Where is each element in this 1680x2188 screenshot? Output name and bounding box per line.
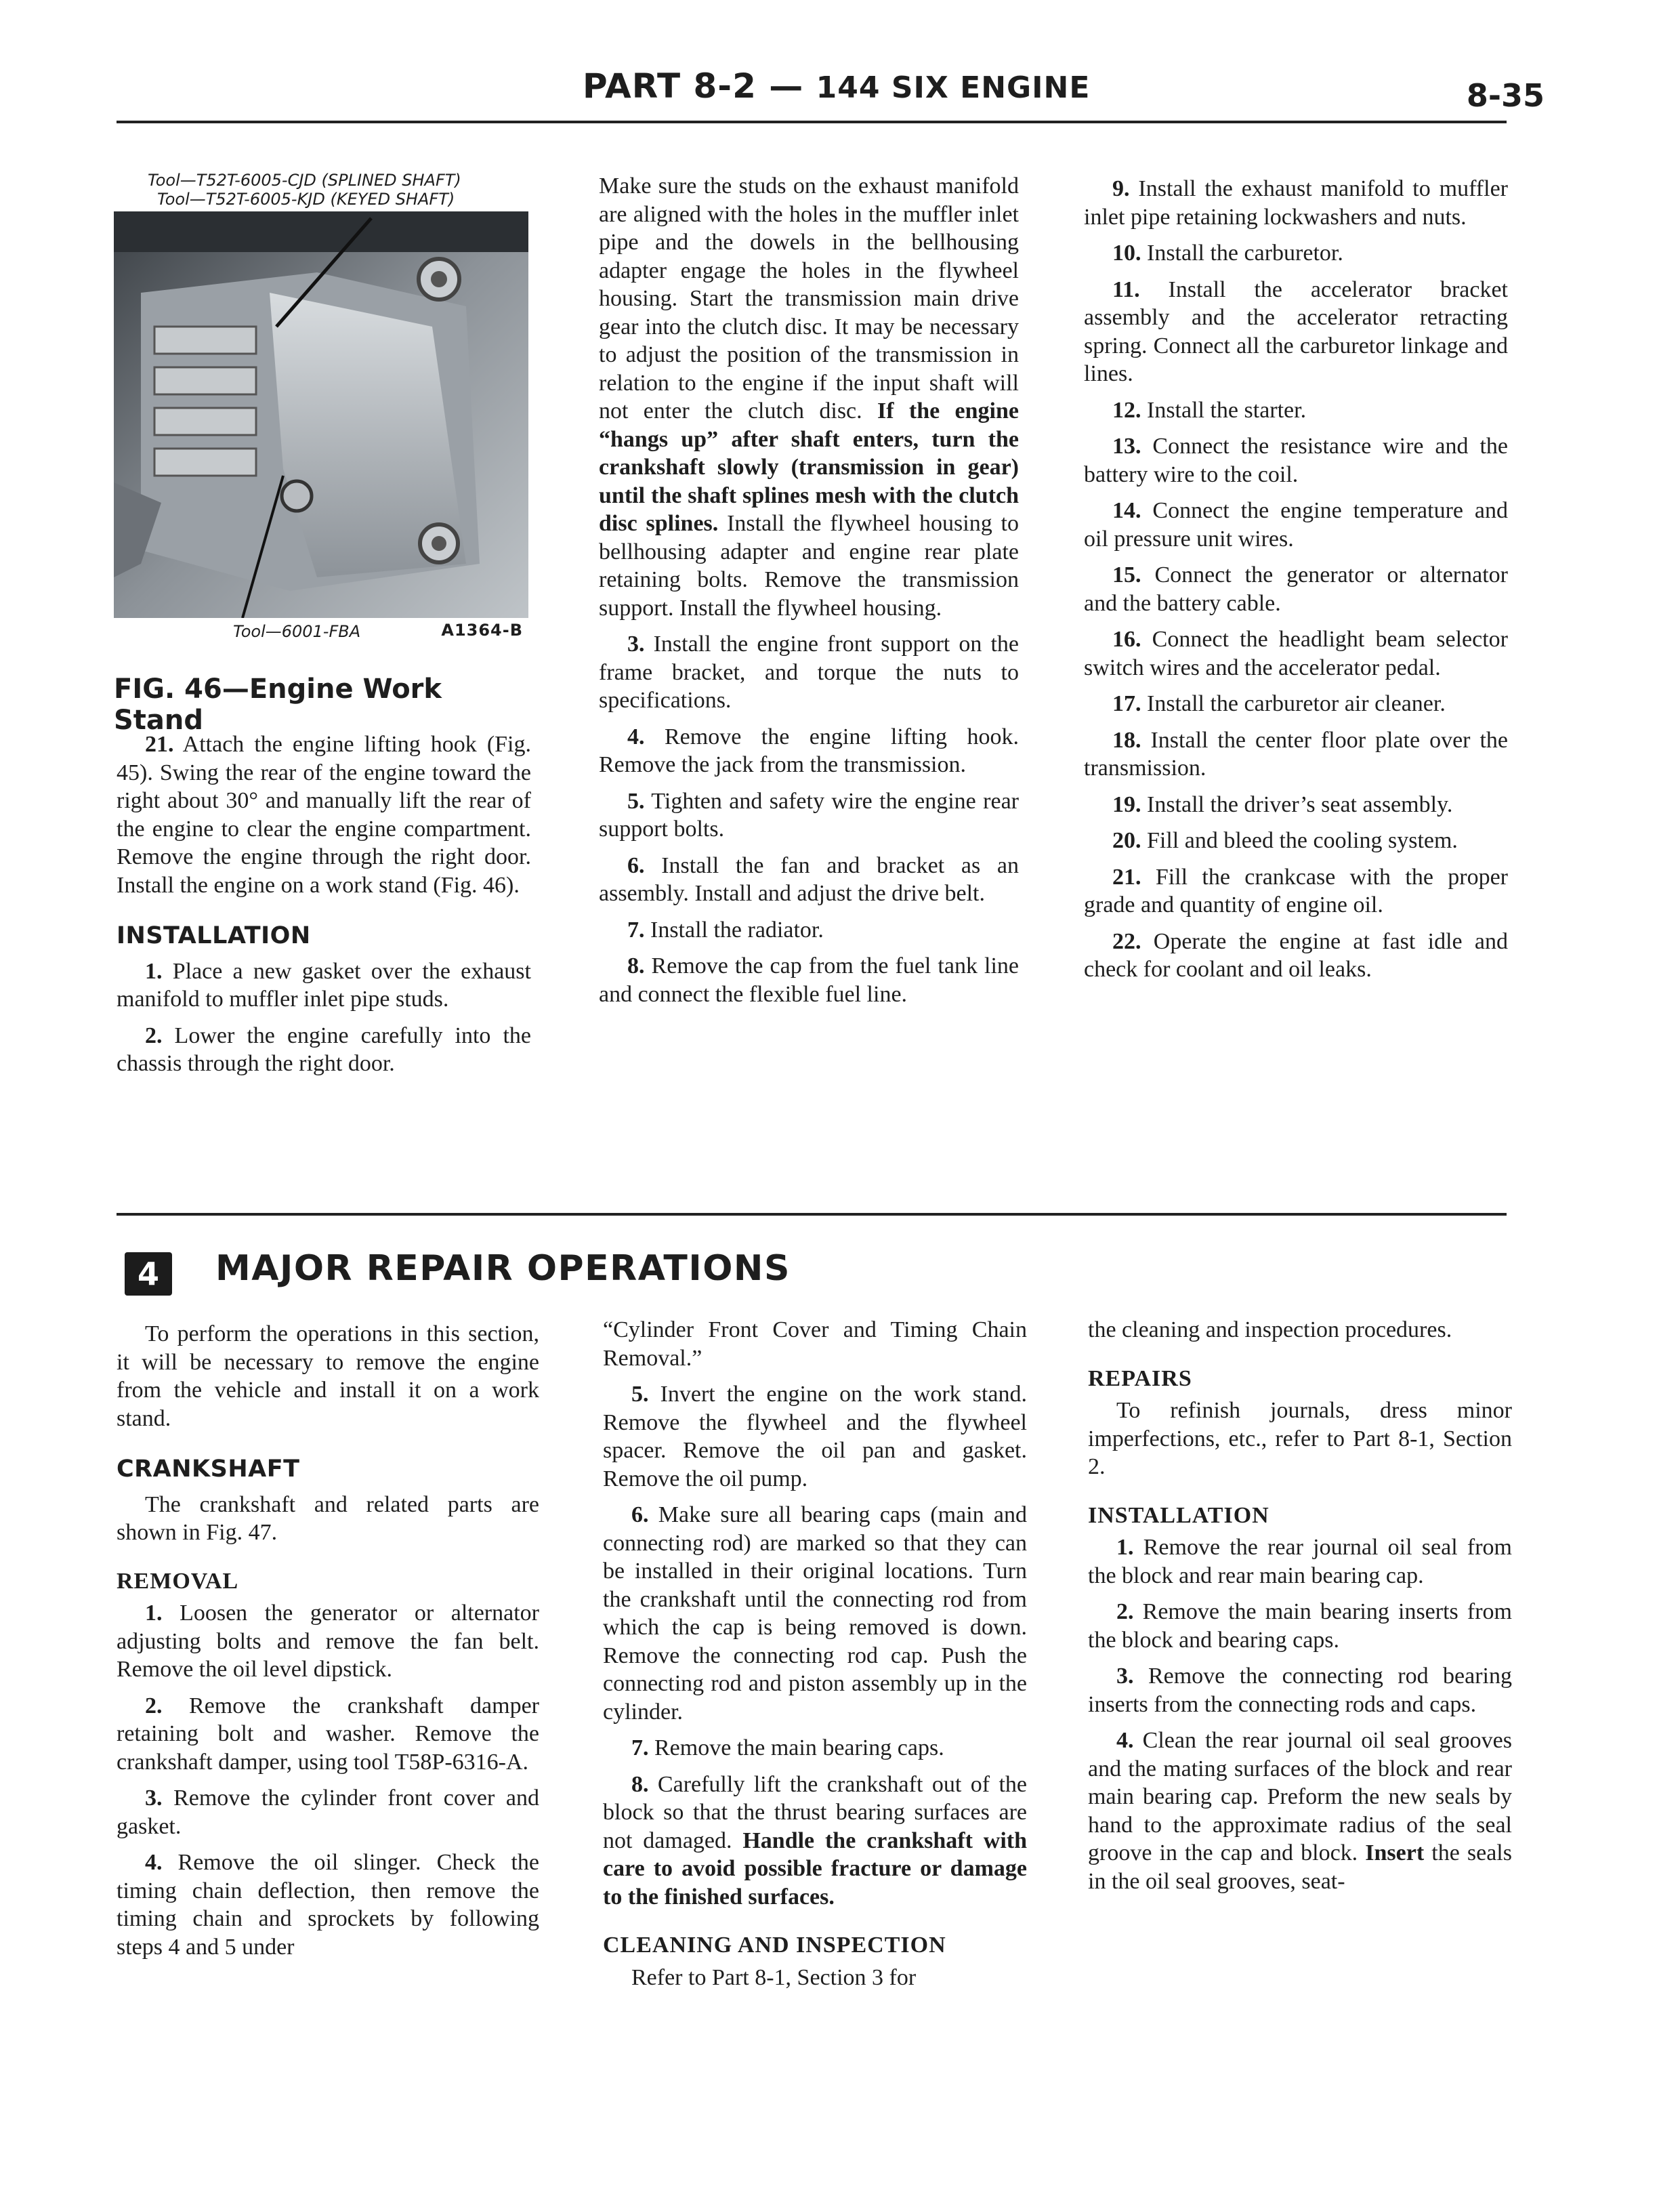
paragraph [117, 730, 531, 899]
step-number: 5. [631, 1382, 649, 1407]
step-number: 10. [1112, 241, 1141, 266]
lower-column-1 [117, 1320, 539, 1969]
paragraph [117, 1784, 539, 1840]
page-number: 8-35 [1466, 77, 1545, 114]
step-number: 7. [627, 917, 645, 943]
step-number: 9. [1112, 176, 1130, 201]
paragraph [1084, 396, 1508, 425]
section-title: MAJOR REPAIR OPERATIONS [215, 1248, 791, 1289]
crankshaft-heading: CRANKSHAFT [117, 1456, 300, 1483]
step-number: 6. [627, 852, 645, 878]
step-text: Lower the engine carefully into the chassis through the right door. [117, 1023, 531, 1076]
step-text: Connect the generator or alternator and the battery cable. [1084, 562, 1508, 616]
paragraph [603, 1501, 1027, 1726]
header-subtitle: 144 SIX ENGINE [816, 70, 1091, 105]
paragraph: the cleaning and inspection procedures. [1088, 1317, 1452, 1342]
paragraph [603, 1734, 1027, 1762]
lower-column-2 [603, 1316, 1027, 2000]
step-number: 5. [627, 788, 645, 814]
paragraph: The crankshaft and related parts are shown in Fig. 47. [117, 1491, 539, 1545]
header-part-label: PART 8-2 — [583, 66, 816, 106]
paragraph: Refer to Part 8-1, Section 3 for [631, 1964, 917, 1990]
step-number: 1. [145, 958, 163, 984]
paragraph [603, 1380, 1027, 1493]
paragraph [1084, 690, 1508, 718]
step-text: Attach the engine lifting hook (Fig. 45). Swing the rear of the engine toward the right about 30° and manually lift the rear of the engine to clear the engine compartment. Remove the engine through the right door. Install the engine on a work stand (Fig. 46). [117, 732, 531, 898]
step-number: 1. [145, 1601, 163, 1626]
step-number: 6. [631, 1502, 649, 1527]
paragraph [599, 787, 1019, 844]
step-text: Invert the engine on the work stand. Remove the flywheel and the flywheel spacer. Remove the oil pan and gasket. Remove the oil pump. [603, 1382, 1027, 1491]
upper-column-3 [1084, 175, 1508, 992]
step-text: Loosen the generator or alternator adjusting bolts and remove the fan belt. Remove the oil level dipstick. [117, 1601, 539, 1682]
step-number: 11. [1112, 276, 1140, 302]
step-number: 2. [145, 1693, 163, 1718]
step-text: Remove the cylinder front cover and gasket. [117, 1786, 539, 1839]
paragraph [599, 172, 1019, 622]
lower-column-3 [1088, 1316, 1512, 1903]
step-text: Connect the headlight beam selector switch wires and the accelerator pedal. [1084, 627, 1508, 680]
figure-caption: FIG. 46—Engine Work Stand [114, 674, 442, 736]
step-number: 7. [631, 1735, 649, 1760]
step-text: Place a new gasket over the exhaust manifold to muffler inlet pipe studs. [117, 958, 531, 1012]
paragraph [599, 916, 1019, 945]
step-text: Clean the rear journal oil seal grooves and the mating surfaces of the block and rear main bearing cap. Preform the new seals by hand to the approximate radius of the seal groove in the cap and block. [1088, 1728, 1512, 1865]
cleaning-inspection-heading: CLEANING AND INSPECTION [603, 1933, 946, 1958]
step-text: Install the starter. [1141, 397, 1307, 423]
paragraph [603, 1771, 1027, 1912]
paragraph [1084, 239, 1508, 268]
engine-work-stand-photo [114, 211, 528, 618]
paragraph [1084, 928, 1508, 984]
bold-warning: Handle the crankshaft with care to avoid possible fracture or damage to the finished surfaces. [603, 1828, 1027, 1910]
paragraph [117, 1022, 531, 1078]
step-number: 2. [1116, 1599, 1134, 1624]
body-text: Install the flywheel housing to bellhousing adapter and engine rear plate retaining bolts. Remove the transmission support. Install the flywheel housing. [599, 511, 1019, 621]
figure-tool-label-2: Tool—T52T-6005-KJD (KEYED SHAFT) [157, 190, 455, 209]
paragraph [117, 1692, 539, 1777]
step-text: Operate the engine at fast idle and check for coolant and oil leaks. [1084, 928, 1508, 982]
step-text: Install the radiator. [644, 917, 824, 943]
step-text: Remove the main bearing caps. [648, 1735, 944, 1760]
section-rule [117, 1213, 1507, 1216]
step-text: Remove the oil slinger. Check the timing chain deflection, then remove the timing chain and sprockets by following steps 4 and 5 under [117, 1850, 539, 1960]
figure-tool-label-1: Tool—T52T-6005-CJD (SPLINED SHAFT) [148, 171, 461, 190]
paragraph [1088, 1533, 1512, 1590]
step-number: 3. [145, 1786, 163, 1811]
paragraph [1084, 561, 1508, 617]
figure-tool-label-3: Tool—6001-FBA [233, 622, 361, 641]
step-number: 3. [627, 632, 645, 657]
upper-column-2 [599, 172, 1019, 1016]
step-number: 4. [145, 1850, 163, 1875]
paragraph [1084, 432, 1508, 489]
paragraph [599, 852, 1019, 908]
step-number: 18. [1112, 727, 1141, 753]
step-text: Install the accelerator bracket assembly and the accelerator retracting spring. Connect all the carburetor linkage and lines. [1084, 276, 1508, 386]
paragraph: “Cylinder Front Cover and Timing Chain Removal.” [603, 1317, 1027, 1371]
step-number: 19. [1112, 791, 1141, 817]
step-text: Install the engine front support on the frame bracket, and torque the nuts to specifications. [599, 632, 1019, 713]
step-number: 13. [1112, 434, 1141, 459]
step-number: 16. [1112, 627, 1141, 652]
paragraph [1084, 276, 1508, 388]
step-text: Install the center floor plate over the transmission. [1084, 727, 1508, 781]
paragraph: To perform the operations in this section, it will be necessary to remove the engine from the vehicle and install it on a work stand. [117, 1321, 539, 1431]
upper-column-1 [117, 730, 531, 1086]
step-number: 14. [1112, 498, 1141, 523]
step-text: Install the fan and bracket as an assembly. Install and adjust the drive belt. [599, 852, 1019, 906]
installation-heading: INSTALLATION [117, 922, 311, 949]
paragraph [1084, 863, 1508, 920]
step-text: Tighten and safety wire the engine rear support bolts. [599, 788, 1019, 842]
step-number: 8. [631, 1771, 649, 1797]
paragraph [1084, 827, 1508, 855]
paragraph [117, 1599, 539, 1684]
step-number: 2. [145, 1023, 163, 1048]
step-number: 17. [1112, 691, 1141, 716]
paragraph [1088, 1727, 1512, 1895]
bold-text: Insert [1365, 1840, 1425, 1865]
step-number: 4. [627, 724, 645, 749]
step-text: Make sure all bearing caps (main and connecting rod) are marked so that they can be installed in their original locations. Turn the crankshaft until the connecting rod from which the cap is being removed is down. Remove the connecting rod cap. Push the connecting rod and piston assembly up in the cylinder. [603, 1502, 1027, 1725]
paragraph [599, 952, 1019, 1008]
step-text: Fill the crankcase with the proper grade and quantity of engine oil. [1084, 864, 1508, 917]
step-number: 3. [1116, 1664, 1134, 1689]
figure-code: A1364-B [441, 621, 523, 640]
removal-heading: REMOVAL [117, 1568, 239, 1594]
paragraph [599, 723, 1019, 779]
paragraph [1088, 1598, 1512, 1654]
paragraph [599, 630, 1019, 715]
page-header-title [583, 66, 1097, 106]
step-text: Connect the resistance wire and the battery wire to the coil. [1084, 434, 1508, 487]
step-number: 8. [627, 953, 645, 978]
figure-footer [114, 618, 534, 645]
paragraph [1084, 175, 1508, 231]
step-text: Remove the crankshaft damper retaining bolt and washer. Remove the crankshaft damper, using tool T58P-6316-A. [117, 1693, 539, 1775]
body-text: Make sure the studs on the exhaust manifold are aligned with the holes in the muffler inlet pipe and the dowels in the bellhousing adapter engage the holes in the flywheel housing. Start the transmission main drive gear into the clutch disc. It may be necessary to adjust the position of the transmission in relation to the engine if the input shaft will not enter the clutch disc. [599, 173, 1019, 424]
paragraph [1084, 497, 1508, 553]
step-text: Install the driver’s seat assembly. [1141, 791, 1453, 817]
step-number: 15. [1112, 562, 1141, 587]
step-number: 21. [145, 732, 174, 757]
step-number: 22. [1112, 928, 1141, 954]
paragraph [117, 957, 531, 1014]
section-number-badge: 4 [125, 1252, 172, 1296]
paragraph [1084, 625, 1508, 682]
paragraph [1084, 726, 1508, 783]
step-text: Install the carburetor. [1141, 241, 1343, 266]
step-text: Fill and bleed the cooling system. [1141, 828, 1458, 853]
paragraph: To refinish journals, dress minor imperfections, etc., refer to Part 8-1, Section 2. [1088, 1398, 1512, 1479]
repairs-heading: REPAIRS [1088, 1365, 1192, 1391]
step-text: Remove the engine lifting hook. Remove the jack from the transmission. [599, 724, 1019, 777]
paragraph [117, 1849, 539, 1961]
installation-heading-lower: INSTALLATION [1088, 1502, 1269, 1528]
step-text: Carefully lift the crankshaft out of the block so that the thrust bearing surfaces are not damaged. [603, 1771, 1027, 1853]
step-number: 21. [1112, 864, 1141, 890]
step-text: Remove the cap from the fuel tank line and connect the flexible fuel line. [599, 953, 1019, 1007]
step-text: Install the carburetor air cleaner. [1141, 691, 1446, 716]
step-text: Remove the rear journal oil seal from the block and rear main bearing cap. [1088, 1535, 1512, 1588]
step-text: Remove the connecting rod bearing inserts from the connecting rods and caps. [1088, 1664, 1512, 1717]
step-number: 4. [1116, 1728, 1134, 1753]
step-number: 20. [1112, 828, 1141, 853]
step-text: the seals in the oil seal grooves, seat- [1088, 1840, 1512, 1894]
header-rule [117, 121, 1507, 123]
step-number: 12. [1112, 397, 1141, 423]
step-number: 1. [1116, 1535, 1134, 1560]
step-text: Install the exhaust manifold to muffler inlet pipe retaining lockwashers and nuts. [1084, 176, 1508, 230]
paragraph [1088, 1662, 1512, 1718]
step-text: Remove the main bearing inserts from the block and bearing caps. [1088, 1599, 1512, 1653]
paragraph [1084, 791, 1508, 819]
bold-warning: If the engine “hangs up” after shaft enters, turn the crankshaft slowly (transmission in gear) until the shaft splines mesh with the clutch disc splines. [599, 398, 1019, 536]
step-text: Connect the engine temperature and oil pressure unit wires. [1084, 498, 1508, 552]
figure-46 [114, 171, 534, 736]
